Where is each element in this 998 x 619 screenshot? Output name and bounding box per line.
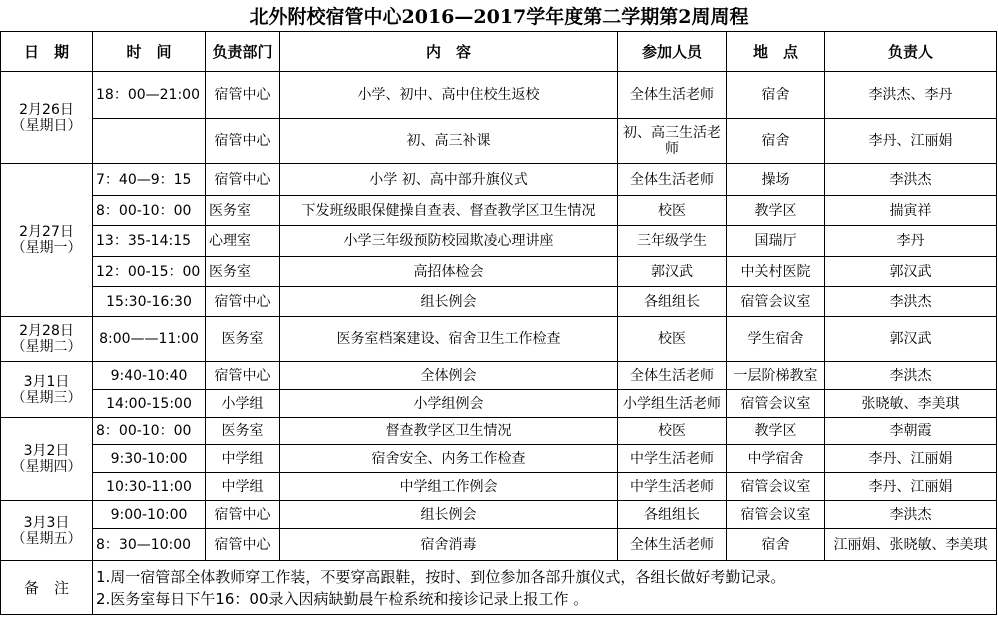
location-cell: 宿管会议室: [727, 287, 825, 317]
content-cell: 组长例会: [280, 287, 618, 317]
location-cell: 教学区: [727, 418, 825, 445]
owner-cell: 揣寅祥: [825, 196, 997, 226]
location-cell: 教学区: [727, 196, 825, 226]
dept-cell: 宿管中心: [206, 119, 280, 164]
header-owner: 负责人: [825, 32, 997, 72]
date-label: 3月2日: [23, 443, 70, 459]
location-cell: 宿舍: [727, 119, 825, 164]
header-time: 时 间: [93, 32, 206, 72]
location-cell: 一层阶梯教室: [727, 362, 825, 390]
table-row: [1, 164, 997, 196]
table-row: [1, 362, 997, 390]
weekday-label: （星期一）: [11, 240, 82, 256]
dept-cell: 医务室: [206, 257, 280, 287]
content-cell: 小学、初中、高中住校生返校: [280, 72, 618, 119]
schedule-title: 北外附校宿管中心2016—2017学年度第二学期第2周周程: [249, 6, 749, 28]
table-row: [1, 257, 997, 287]
date-cell: [1, 418, 93, 501]
dept-cell: 小学组: [206, 390, 280, 418]
owner-cell: 李洪杰: [825, 287, 997, 317]
table-row: [1, 287, 997, 317]
dept-cell: 医务室: [206, 317, 280, 362]
dept-cell: 中学组: [206, 473, 280, 501]
table-row: [1, 226, 997, 257]
time-cell: 10:30-11:00: [93, 473, 206, 501]
participants-cell: 中学生活老师: [618, 445, 727, 473]
dept-cell: 心理室: [206, 226, 280, 257]
table-row: [1, 317, 997, 362]
table-row: [1, 390, 997, 418]
content-cell: 督查教学区卫生情况: [280, 418, 618, 445]
owner-cell: 张晓敏、李美琪: [825, 390, 997, 418]
notes-row: [1, 561, 997, 615]
location-cell: 宿管会议室: [727, 473, 825, 501]
participants-cell: 全体生活老师: [618, 164, 727, 196]
date-label: 3月3日: [23, 514, 70, 531]
participants-cell: 小学组生活老师: [618, 390, 727, 418]
table-row: [1, 501, 997, 529]
owner-cell: 李丹: [825, 226, 997, 257]
header-date: 日 期: [1, 32, 93, 72]
participants-cell: 校医: [618, 317, 727, 362]
participants-cell: 中学生活老师: [618, 473, 727, 501]
owner-cell: 李洪杰: [825, 164, 997, 196]
content-cell: 组长例会: [280, 501, 618, 529]
participants-cell: 各组组长: [618, 287, 727, 317]
owner-cell: 郭汉武: [825, 257, 997, 287]
time-cell: 8：00-10：00: [93, 418, 206, 445]
table-row: [1, 196, 997, 226]
participants-cell: 全体生活老师: [618, 529, 727, 561]
weekday-label: （星期五）: [11, 530, 82, 547]
time-cell: 8：00-10：00: [93, 196, 206, 226]
table-row: [1, 529, 997, 561]
time-cell: 8：30—10:00: [93, 529, 206, 561]
header-row: [1, 32, 997, 72]
content-cell: 高招体检会: [280, 257, 618, 287]
table-row: [1, 473, 997, 501]
date-label: 2月27日: [19, 224, 74, 240]
weekday-label: （星期二）: [11, 339, 82, 355]
weekday-label: （星期日）: [11, 117, 82, 134]
header-dept: 负责部门: [206, 32, 280, 72]
location-cell: 操场: [727, 164, 825, 196]
participants-cell: 三年级学生: [618, 226, 727, 257]
participants-cell: 全体生活老师: [618, 362, 727, 390]
time-cell: [93, 119, 206, 164]
header-content: 内 容: [280, 32, 618, 72]
content-cell: 小学 初、高中部升旗仪式: [280, 164, 618, 196]
participants-cell: 郭汉武: [618, 257, 727, 287]
header-participants: 参加人员: [618, 32, 727, 72]
time-cell: 9:30-10:00: [93, 445, 206, 473]
owner-cell: 李朝霞: [825, 418, 997, 445]
dept-cell: 宿管中心: [206, 529, 280, 561]
participants-cell: 校医: [618, 418, 727, 445]
participants-cell: 校医: [618, 196, 727, 226]
time-cell: 9:00-10:00: [93, 501, 206, 529]
participants-cell: 各组组长: [618, 501, 727, 529]
dept-cell: 宿管中心: [206, 72, 280, 119]
location-cell: 宿舍: [727, 529, 825, 561]
location-cell: 宿管会议室: [727, 501, 825, 529]
time-cell: 12：00-15：00: [93, 257, 206, 287]
dept-cell: 医务室: [206, 196, 280, 226]
participants-cell: 全体生活老师: [618, 72, 727, 119]
owner-cell: 李丹、江丽娟: [825, 119, 997, 164]
content-cell: 医务室档案建设、宿舍卫生工作检查: [280, 317, 618, 362]
date-label: 2月26日: [19, 101, 74, 118]
content-cell: 初、高三补课: [280, 119, 618, 164]
time-cell: 9:40-10:40: [93, 362, 206, 390]
owner-cell: 江丽娟、张晓敏、李美琪: [825, 529, 997, 561]
dept-cell: 宿管中心: [206, 164, 280, 196]
content-cell: 宿舍安全、内务工作检查: [280, 445, 618, 473]
schedule-table: [0, 31, 997, 615]
date-label: 2月28日: [19, 323, 74, 339]
table-row: [1, 418, 997, 445]
notes-label: 备 注: [1, 561, 93, 615]
owner-cell: 李洪杰: [825, 501, 997, 529]
note-line-1: 1.周一宿管部全体教师穿工作装，不要穿高跟鞋，按时、到位参加各部升旗仪式，各组长做好考勤记录。: [96, 567, 786, 586]
content-cell: 全体例会: [280, 362, 618, 390]
dept-cell: 医务室: [206, 418, 280, 445]
dept-cell: 中学组: [206, 445, 280, 473]
content-cell: 下发班级眼保健操自查表、督查教学区卫生情况: [280, 196, 618, 226]
content-cell: 小学组例会: [280, 390, 618, 418]
location-cell: 国瑞厅: [727, 226, 825, 257]
participants-cell: 初、高三生活老师: [618, 119, 727, 164]
notes-content: [93, 561, 997, 615]
time-cell: 15:30-16:30: [93, 287, 206, 317]
date-cell: [1, 317, 93, 362]
header-location: 地 点: [727, 32, 825, 72]
note-line-2: 2.医务室每日下午16：00录入因病缺勤晨午检系统和接诊记录上报工作 。: [96, 589, 589, 608]
location-cell: 宿舍: [727, 72, 825, 119]
weekday-label: （星期四）: [11, 459, 82, 475]
date-label: 3月1日: [23, 373, 70, 390]
time-cell: 18：00—21:00: [93, 72, 206, 119]
owner-cell: 李丹、江丽娟: [825, 445, 997, 473]
time-cell: 14:00-15:00: [93, 390, 206, 418]
dept-cell: 宿管中心: [206, 362, 280, 390]
table-row: [1, 119, 997, 164]
time-cell: 13：35-14:15: [93, 226, 206, 257]
date-cell: [1, 72, 93, 164]
location-cell: 学生宿舍: [727, 317, 825, 362]
content-cell: 宿舍消毒: [280, 529, 618, 561]
content-cell: 小学三年级预防校园欺凌心理讲座: [280, 226, 618, 257]
content-cell: 中学组工作例会: [280, 473, 618, 501]
owner-cell: 李丹、江丽娟: [825, 473, 997, 501]
date-cell: [1, 362, 93, 418]
dept-cell: 宿管中心: [206, 287, 280, 317]
table-row: [1, 445, 997, 473]
time-cell: 7：40—9：15: [93, 164, 206, 196]
dept-cell: 宿管中心: [206, 501, 280, 529]
owner-cell: 李洪杰: [825, 362, 997, 390]
location-cell: 中关村医院: [727, 257, 825, 287]
date-cell: [1, 501, 93, 561]
table-row: [1, 72, 997, 119]
owner-cell: 李洪杰、李丹: [825, 72, 997, 119]
weekday-label: （星期三）: [11, 389, 82, 406]
date-cell: [1, 164, 93, 317]
time-cell: 8:00——11:00: [93, 317, 206, 362]
location-cell: 中学宿舍: [727, 445, 825, 473]
owner-cell: 郭汉武: [825, 317, 997, 362]
location-cell: 宿管会议室: [727, 390, 825, 418]
